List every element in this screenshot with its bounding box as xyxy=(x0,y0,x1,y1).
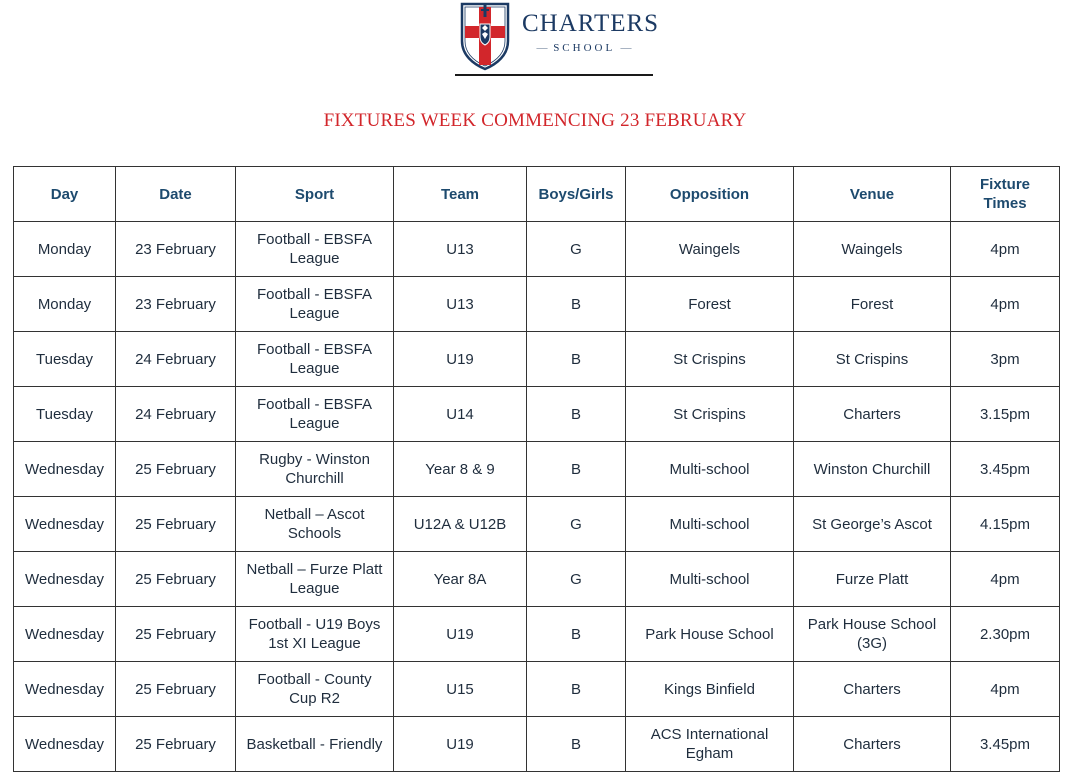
cell-sport: Football - U19 Boys 1st XI League xyxy=(236,607,394,662)
brand-subtitle xyxy=(523,42,645,54)
cell-sport: Football - EBSFA League xyxy=(236,277,394,332)
table-row xyxy=(14,442,1060,497)
column-header-sport: Sport xyxy=(236,167,394,222)
cell-date: 25 February xyxy=(116,662,236,717)
cell-sport: Rugby - Winston Churchill xyxy=(236,442,394,497)
cell-opposition: Kings Binfield xyxy=(626,662,794,717)
cell-opposition: St Crispins xyxy=(626,332,794,387)
cell-time: 3.45pm xyxy=(951,442,1060,497)
cell-team: U19 xyxy=(394,332,527,387)
cell-sport: Football - County Cup R2 xyxy=(236,662,394,717)
cell-gender: G xyxy=(527,497,626,552)
cell-opposition: Waingels xyxy=(626,222,794,277)
cell-gender: B xyxy=(527,607,626,662)
cell-date: 25 February xyxy=(116,552,236,607)
cell-date: 25 February xyxy=(116,497,236,552)
table-row xyxy=(14,662,1060,717)
cell-opposition: Multi-school xyxy=(626,497,794,552)
fixtures-table xyxy=(13,166,1060,772)
cell-date: 25 February xyxy=(116,717,236,772)
cell-venue: Furze Platt xyxy=(794,552,951,607)
cell-time: 3pm xyxy=(951,332,1060,387)
cell-opposition: Forest xyxy=(626,277,794,332)
cell-day: Wednesday xyxy=(14,497,116,552)
cell-opposition: Park House School xyxy=(626,607,794,662)
cell-team: U14 xyxy=(394,387,527,442)
cell-gender: B xyxy=(527,662,626,717)
column-header-opposition: Opposition xyxy=(626,167,794,222)
column-header-day: Day xyxy=(14,167,116,222)
cell-day: Tuesday xyxy=(14,332,116,387)
table-header-row xyxy=(14,167,1060,222)
cell-team: U13 xyxy=(394,277,527,332)
cell-venue: Charters xyxy=(794,662,951,717)
cell-sport: Football - EBSFA League xyxy=(236,222,394,277)
cell-opposition: Multi-school xyxy=(626,442,794,497)
header-rule xyxy=(455,74,653,76)
cell-venue: Charters xyxy=(794,387,951,442)
cell-venue: Charters xyxy=(794,717,951,772)
cell-time: 4pm xyxy=(951,552,1060,607)
cell-gender: B xyxy=(527,332,626,387)
cell-day: Wednesday xyxy=(14,442,116,497)
table-row xyxy=(14,222,1060,277)
cell-gender: B xyxy=(527,277,626,332)
column-header-time: Fixture Times xyxy=(951,167,1060,222)
cell-day: Tuesday xyxy=(14,387,116,442)
table-row xyxy=(14,552,1060,607)
page-header xyxy=(0,0,1070,80)
table-row xyxy=(14,717,1060,772)
cell-venue: Winston Churchill xyxy=(794,442,951,497)
cell-date: 23 February xyxy=(116,222,236,277)
table-row xyxy=(14,277,1060,332)
cell-venue: Park House School (3G) xyxy=(794,607,951,662)
brand-sub-text: SCHOOL xyxy=(553,42,615,54)
cell-gender: B xyxy=(527,717,626,772)
cell-time: 4pm xyxy=(951,662,1060,717)
column-header-gender: Boys/Girls xyxy=(527,167,626,222)
table-row xyxy=(14,607,1060,662)
cell-gender: G xyxy=(527,222,626,277)
cell-day: Wednesday xyxy=(14,717,116,772)
cell-day: Wednesday xyxy=(14,662,116,717)
cell-day: Monday xyxy=(14,222,116,277)
cell-gender: B xyxy=(527,387,626,442)
cell-sport: Netball – Ascot Schools xyxy=(236,497,394,552)
cell-date: 24 February xyxy=(116,332,236,387)
cell-team: U13 xyxy=(394,222,527,277)
cell-venue: St George’s Ascot xyxy=(794,497,951,552)
brand-dash-right: — xyxy=(620,42,632,54)
cell-opposition: ACS International Egham xyxy=(626,717,794,772)
cell-time: 4pm xyxy=(951,277,1060,332)
column-header-date: Date xyxy=(116,167,236,222)
cell-team: U19 xyxy=(394,717,527,772)
table-row xyxy=(14,332,1060,387)
cell-gender: B xyxy=(527,442,626,497)
cell-opposition: Multi-school xyxy=(626,552,794,607)
cell-time: 2.30pm xyxy=(951,607,1060,662)
cell-team: Year 8A xyxy=(394,552,527,607)
cell-date: 23 February xyxy=(116,277,236,332)
column-header-venue: Venue xyxy=(794,167,951,222)
cell-sport: Basketball - Friendly xyxy=(236,717,394,772)
cell-team: Year 8 & 9 xyxy=(394,442,527,497)
cell-venue: St Crispins xyxy=(794,332,951,387)
cell-time: 4.15pm xyxy=(951,497,1060,552)
cell-time: 3.45pm xyxy=(951,717,1060,772)
cell-sport: Football - EBSFA League xyxy=(236,387,394,442)
cell-venue: Forest xyxy=(794,277,951,332)
cell-day: Wednesday xyxy=(14,607,116,662)
cell-opposition: St Crispins xyxy=(626,387,794,442)
cell-sport: Netball – Furze Platt League xyxy=(236,552,394,607)
cell-gender: G xyxy=(527,552,626,607)
brand-dash-left: — xyxy=(536,42,548,54)
page-title: FIXTURES WEEK COMMENCING 23 FEBRUARY xyxy=(323,110,747,131)
brand-name: CHARTERS xyxy=(522,10,660,37)
cell-date: 24 February xyxy=(116,387,236,442)
table-row xyxy=(14,387,1060,442)
cell-time: 4pm xyxy=(951,222,1060,277)
cell-team: U19 xyxy=(394,607,527,662)
cell-date: 25 February xyxy=(116,607,236,662)
column-header-team: Team xyxy=(394,167,527,222)
school-crest-icon xyxy=(458,1,512,71)
cell-date: 25 February xyxy=(116,442,236,497)
cell-day: Monday xyxy=(14,277,116,332)
cell-time: 3.15pm xyxy=(951,387,1060,442)
cell-team: U12A & U12B xyxy=(394,497,527,552)
cell-sport: Football - EBSFA League xyxy=(236,332,394,387)
cell-team: U15 xyxy=(394,662,527,717)
cell-day: Wednesday xyxy=(14,552,116,607)
cell-venue: Waingels xyxy=(794,222,951,277)
table-row xyxy=(14,497,1060,552)
